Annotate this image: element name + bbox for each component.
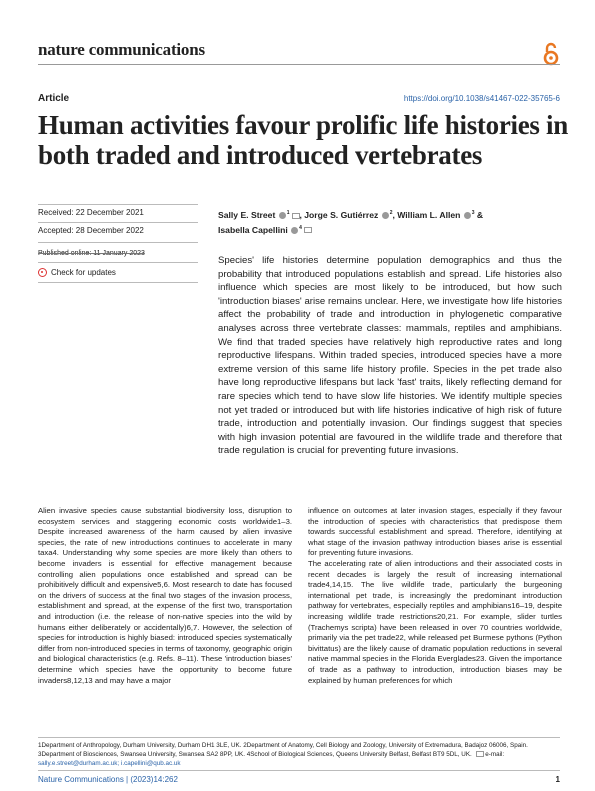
footer-citation[interactable]: Nature Communications | (2023)14:262: [38, 775, 178, 784]
meta-divider: [38, 262, 198, 263]
email-icon: [476, 751, 484, 757]
author-name[interactable]: Sally E. Street: [218, 209, 276, 220]
author-name[interactable]: Isabella Capellini: [218, 224, 288, 235]
affiliation-marker: 1: [286, 210, 290, 216]
received-date: Received: 22 December 2021: [38, 208, 144, 217]
orcid-icon[interactable]: [279, 212, 286, 219]
page-number: 1: [555, 775, 560, 784]
meta-divider: [38, 222, 198, 223]
author-separator: &: [474, 209, 484, 220]
journal-name: nature communications: [38, 40, 205, 59]
email-links[interactable]: sally.e.street@durham.ac.uk; i.capellini@qub.ac.uk: [38, 760, 181, 767]
author-name[interactable]: , William L. Allen: [392, 209, 461, 220]
affiliations-footnote: [38, 741, 560, 768]
affiliation-marker: 2: [389, 210, 393, 216]
doi-link[interactable]: https://doi.org/10.1038/s41467-022-35765-6: [403, 94, 560, 103]
orcid-icon[interactable]: [464, 212, 471, 219]
affiliation-marker: 4: [299, 224, 302, 231]
body-column-right: influence on outcomes at later invasion stages, especially if they favour the introduction of species with characteristics that predispose them towards successful establishment and spread. Therefore, identifying at what stage of the invasion pathway introduction biases arise is essential for preventing future invasions. The accelerating rate of alien introductions and their associated costs in recent decades is largely the result of increasing international trade4,14,15. The live wildlife trade, particularly the burgeoning international pet trade, is increasingly the predominant introduction pathway for vertebrates, especially reptiles and amphibians16–19, despite increasing wildlife trade restrictions20,21. For example, slider turtles (Trachemys scripta) have been released in over 70 countries worldwide, primarily via the pet trade22, while released pet Burmese pythons (Python bivittatus) are the likely cause of dramatic population reductions in several native mammal species in the Florida Everglades23. Given the importance of trade as a pathway to introduction, introduction biases may be explained by human preferences for which: [308, 506, 562, 685]
abstract: Species' life histories determine population demographics and thus the probability that introduced populations establish and spread. Life histories also influence which species are most likely to be introduced, but how such 'introduction biases' arise remains unclear. Here, we investigate how life histories affect the probability of trade and introduction in phylogenetic comparative analyses across three vertebrate classes: mammals, reptiles and amphibians. We find that traded species have relatively high reproductive rates and long reproductive lifespans. Within traded species, introduced species have a more extreme version of this same life history profile. Species in the pet trade also have long reproductive lifespans but lack 'fast' traits, likely reflecting demand for rare species which tend to have slow life histories. We identify multiple species not yet traded or introduced but with life histories indicative of high risk of future trade, introduction and potentially invasion. Our findings suggest that species with high invasion potential are favoured in the wildlife trade and therefore that trade regulation is crucial for preventing future invasions.: [218, 255, 562, 457]
email-label: e-mail:: [483, 751, 505, 758]
check-for-updates-label: Check for updates: [51, 268, 116, 277]
body-column-left: Alien invasive species cause substantial biodiversity loss, disruption to ecosystem services and staggering economic costs worldwide1–3. Despite increased awareness of the harm caused by alien invasive species, the rate of new introductions continues to accelerate in many taxa4. Understanding why some species are more likely than others to become invaders is essential for effective management because controlling alien populations once established and spread can be prohibitively difficult and expensive5,6. Most research to date has focused on the drivers of success at the final two stages of the invasion process, establishment and spread, at the expense of the first two, transportation and introduction (i.e. the release of non-native species into the wild by humans either deliberately or accidentally)6,7. However, the selection of species for introduction is highly biased: introduced species systematically differ from non-introduced species in terms of taxonomy, geographic origin and biological characteristics (e.g. Refs. 8–11). These 'introduction biases' determine which species have the opportunity to become future invaders8,12,13 and may have a major: [38, 506, 292, 685]
article-title: Human activities favour prolific life histories in both traded and introduced vertebrates: [38, 110, 568, 170]
header-rule: [38, 64, 560, 65]
orcid-icon[interactable]: [382, 212, 389, 219]
email-icon[interactable]: [304, 227, 312, 233]
email-icon[interactable]: [292, 213, 300, 219]
meta-divider: [38, 242, 198, 243]
footnote-rule: [38, 737, 560, 738]
affiliations-text: 1Department of Anthropology, Durham University, Durham DH1 3LE, UK. 2Department of Anatomy, Cell Biology and Zoology, University of Extremadura, Badajoz 06006, Spain. 3Department of Biosciences, Swansea University, Swansea SA2 8PP, UK. 4School of Biological Sciences, Queens University Belfast, Belfast BT9 5DL, UK.: [38, 742, 528, 758]
orcid-icon[interactable]: [291, 227, 298, 234]
article-type: Article: [38, 93, 70, 104]
accepted-date: Accepted: 28 December 2022: [38, 226, 144, 235]
published-date: Published online: 11 January 2023: [38, 250, 145, 257]
meta-divider: [38, 204, 198, 205]
author-name[interactable]: , Jorge S. Gutiérrez: [299, 209, 379, 220]
author-list: [218, 207, 558, 237]
affiliation-marker: 3: [471, 210, 475, 216]
check-for-updates-button[interactable]: [38, 268, 116, 277]
footer-rule: [38, 770, 560, 771]
check-for-updates-icon: [38, 268, 47, 277]
open-access-icon: [542, 42, 560, 66]
meta-divider: [38, 282, 198, 283]
